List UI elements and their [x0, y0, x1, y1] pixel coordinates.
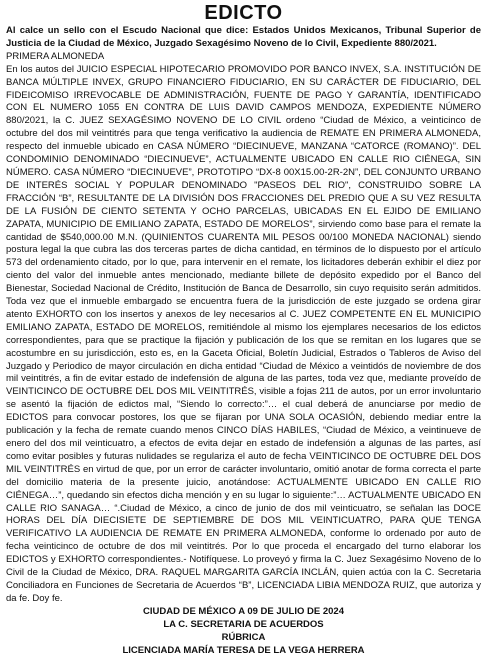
footer-secretary-title: LA C. SECRETARIA DE ACUERDOS	[163, 618, 324, 630]
court-seal-header: Al calce un sello con el Escudo Nacional que dice: Estados Unidos Mexicanos, Tribunal Superior de Justicia de la Ciudad de México, Juzgado Sexagésimo Noveno de lo Civil, Expediente 880/2021.	[6, 25, 481, 49]
footer-signatory-name: LICENCIADA MARÍA TERESA DE LA VEGA HERRERA	[122, 644, 365, 656]
edict-footer	[6, 606, 481, 658]
footer-signature: RÚBRICA	[221, 631, 266, 643]
edict-body: En los autos del JUICIO ESPECIAL HIPOTECARIO PROMOVIDO POR BANCO INVEX, S.A. INSTITUCIÓN DE BANCA MÚLTIPLE INVEX, GRUPO FINANCIERO FIDUCIARIO, EN SU CARÁCTER DE FIDUCIARIO, DEL FIDEICOMISO IRREVOCABLE DE ADMINISTRACIÓN, FUENTE DE PAGO Y GARANTÍA, IDENTIFICADO CON EL NUMERO 1055 EN CONTRA DE LUIS DAVID CAMPOS MENDOZA, EXPEDIENTE NÚMERO 880/2021, la C. JUEZ SEXAGÉSIMO NOVENO DE LO CIVIL ordeno “Ciudad de México, a veinticinco de octubre del dos mil veintitrés para que tenga verificativo la audiencia de REMATE EN PRIMERA ALMONEDA, respecto del inmueble ubicado en CASA NÚMERO “DIECINUEVE, MANZANA “CATORCE (ROMANO)”. DEL CONDOMINIO DENOMINADO “DIECINUEVE”, ACTUALMENTE UBICADO EN CALLE RIO CIÉNEGA, SIN NÚMERO. CASA NÚMERO “DIECINUEVE”, PROTOTIPO “DX-8 00X15.00-2R-2N”, DEL CONJUNTO URBANO DE INTERÉS SOCIAL Y POPULAR DENOMINADO "PASEOS DEL RIO", CONSTRUIDO SOBRE LA FRACCIÓN “B”, RESULTANTE DE LA DIVISIÓN DOS FRACCIONES DEL PREDIO QUE A SU VEZ RESULTA DE LA FUSIÓN DE CIENTO SETENTA Y OCHO PARCELAS, UBICADAS EN EL EJIDO DE EMILIANO ZAPATA, MUNICIPIO DE EMILIANO ZAPATA, ESTADO DE MORELOS”, sirviendo como base para el remate la cantidad de $540,000.00 M.N. (QUINIENTOS CUARENTA MIL PESOS 00/100 MONEDA NACIONAL) siendo postura legal la que cubra las dos terceras partes de dicha cantidad, en términos de lo dispuesto por el artículo 573 del ordenamiento citado, por lo que, para intervenir en el remate, los licitadores deberán exhibir el diez por ciento del valor del inmueble antes mencionado, mediante billete de depósito expedido por el Banco del Bienestar, Sociedad Nacional de Crédito, Institución de Banca de Desarrollo, sin cuyo requisito serán admitidos. Toda vez que el inmueble embargado se encuentra fuera de la jurisdicción de este juzgado se ordena girar atento EXHORTO con los insertos y anexos de ley necesarios al C. JUEZ COMPETENTE EN EL MUNICIPIO EMILIANO ZAPATA, ESTADO DE MORELOS, remitiéndole al mismo los ejemplares necesarios de los edictos correspondientes, para que se practique la fijación y publicación de los que se remitan en los lugares que se acostumbre en su jurisdicción, esto es, en la Gaceta Oficial, Boletín Judicial, Estrados o Tableros de Aviso del Juzgado y Periodico de mayor circulación en dicha entidad “Ciudad de México a veintidós de noviembre de dos mil veintitrés, a fin de evitar estado de indefensión de alguna de las partes, toda vez que, mediante proveído de VEINTICINCO DE OCTUBRE DEL DOS MIL VEINTITRÉS, visible a fojas 211 de autos, por un error involuntario se asentó la fijación de edictos mal, “Siendo lo correcto:”… el cual deberá de anunciarse por medio de EDICTOS para convocar postores, los que se fijaran por UNA SOLA OCASIÓN, debiendo mediar entre la publicación y la fecha de remate cuando menos CINCO DÍAS HABILES, “Ciudad de México, a veintinueve de enero del dos mil veinticuatro, a efectos de evita dejar en estado de indefensión a algunas de las partes, así como evitar posibles y futuras nulidades se regulariza el auto de fecha VEINTICINCO DE OCTUBRE DEL DOS MIL VEINTITRÉS en virtud de que, por un error de carácter involuntario, omitió anotar de forma correcta el parte del domicilio materia de la presente juicio, anotándose: ACTUALMENTE UBICADO EN CALLE RIO CIÉNEGA…”, quedando sin efectos dicha mención y en su lugar lo siguiente:”… ACTUALMENTE UBICADO EN CALLE RIO SANAGA… “.Ciudad de México, a cinco de junio de dos mil veinticuatro, se señalan las DOCE HORAS DEL DÍA DIECISIETE DE SEPTIEMBRE DE DOS MIL VEINTICUATRO, PARA QUE TENGA VERIFICATIVO LA AUDIENCIA DE REMATE EN PRIMERA ALMONEDA, conforme lo ordenado por auto de fecha veinticinco de octubre de dos mil veintitrés. Por lo que proceda el encargado del turno elaborar los EDICTOS y EXHORTO correspondientes.- Notifíquese. Lo proveyó y firma la C. Juez Sexagésimo Noveno de lo Civil de la Ciudad de México, DRA. RAQUEL MARGARITA GARCÍA INCLÁN, quien actúa con la C. Secretaria Conciliadora en Funciones de Secretaria de Acuerdos “B”, LICENCIADA LIBIA MENDOZA RUIZ, que autoriza y da fe. Doy fe.	[6, 63, 481, 604]
auction-round-label: PRIMERA ALMONEDA	[6, 50, 105, 62]
footer-date: CIUDAD DE MÉXICO A 09 DE JULIO DE 2024	[143, 605, 344, 617]
edict-title: EDICTO	[204, 2, 283, 24]
